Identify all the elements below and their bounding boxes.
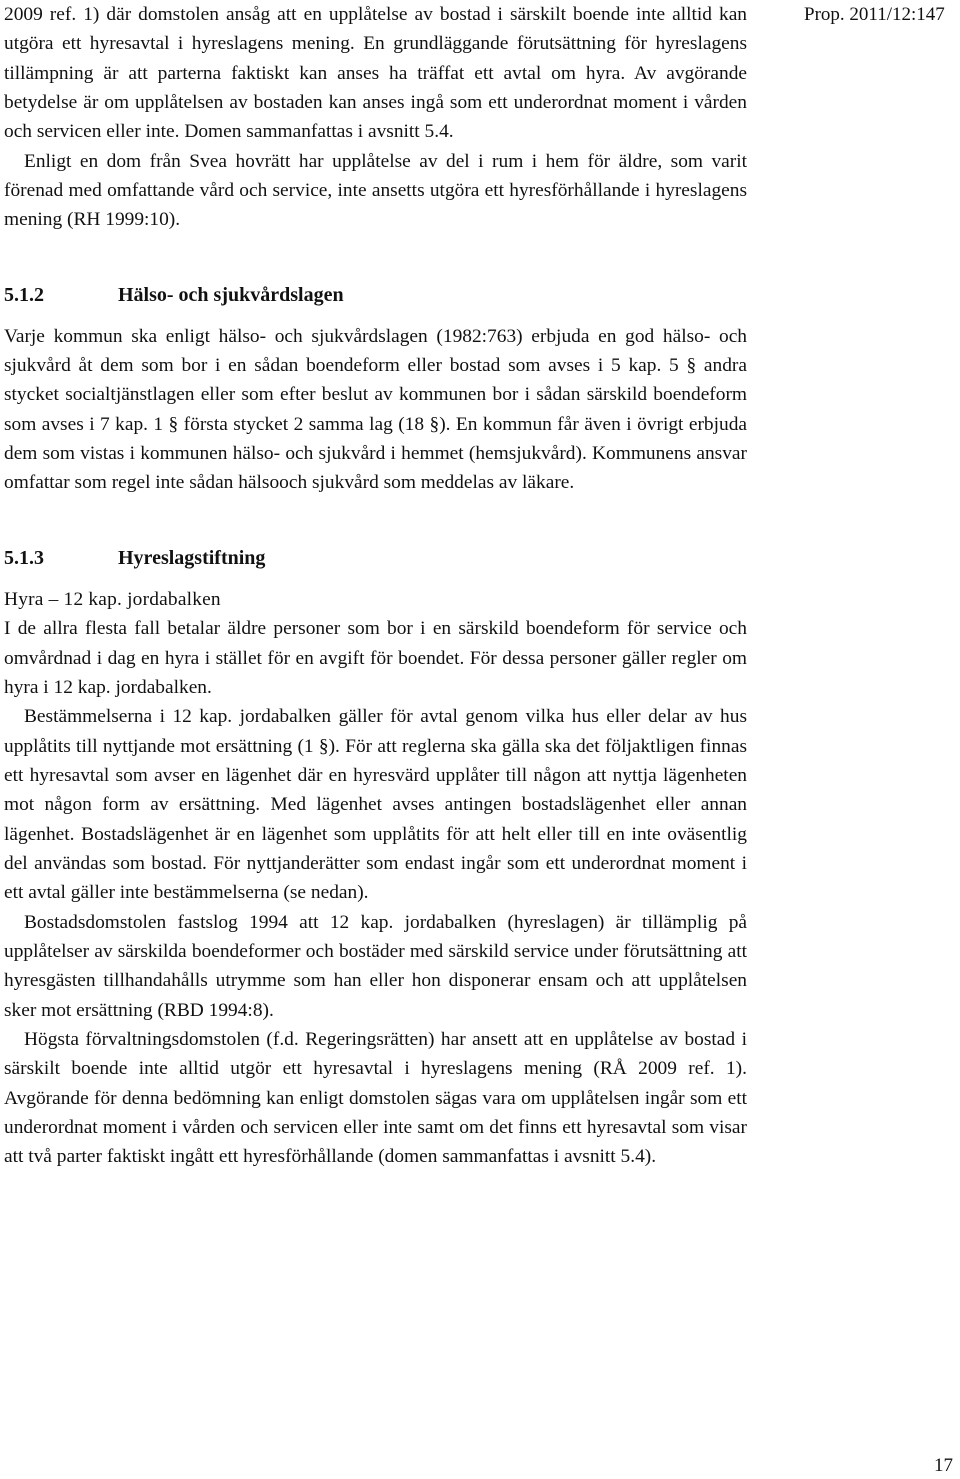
section-5-1-3-paragraph-3: Bostadsdomstolen fastslog 1994 att 12 kap. jordabalken (hyreslagen) är tillämplig på upplåtelser av särskilda boendeformer och bostäder med särskild service under förutsättning att hyresgästen tillhandahålls utrymme som han eller hon disponerar ensam och att upplåtelsen sker mot ersättning (RBD 1994:8). (4, 911, 747, 1021)
section-heading-5-1-3 (4, 544, 747, 573)
intro-paragraph-2: Enligt en dom från Svea hovrätt har upplåtelse av del i rum i hem för äldre, som varit förenad med omfattande vård och service, inte ansetts utgöra ett hyresförhållande i hyreslagens mening (RH 1999:10). (4, 150, 747, 231)
section-title: Hyreslagstiftning (118, 546, 266, 569)
section-5-1-3-paragraph-1: I de allra flesta fall betalar äldre personer som bor i en särskild boendeform för service och omvårdnad i dag en hyra i stället för en avgift för boendet. För dessa personer gäller regler om hyra i 12 kap. jordabalken. (4, 618, 747, 698)
section-5-1-2-paragraph-1: Varje kommun ska enligt hälso- och sjukvårdslagen (1982:763) erbjuda en god hälso- och sjukvård åt dem som bor i en sådan boendeform eller bostad som avses i 5 kap. 5 § andra stycket socialtjänstlagen eller som efter beslut av kommunen bor i sådan särskild boendeform som avses i 7 kap. 1 § första stycket 2 samma lag (18 §). En kommun får även i övrigt erbjuda dem som vistas i kommunen hälso- och sjukvård i hemmet (hemsjukvård). Kommunens ansvar omfattar som regel inte sådan hälsooch sjukvård som meddelas av läkare. (4, 325, 747, 494)
spacer (4, 235, 747, 281)
section-heading-5-1-2 (4, 281, 747, 310)
section-title: Hälso- och sjukvårdslagen (118, 283, 344, 306)
page-number: 17 (934, 1455, 953, 1476)
section-5-1-3-paragraph-4: Högsta förvaltningsdomstolen (f.d. Regeringsrätten) har ansett att en upplåtelse av bostad i särskilt boende inte alltid utgör ett hyresavtal i hyreslagens mening (RÅ 2009 ref. 1). Avgörande för denna bedömning kan enligt domstolen sägas vara om upplåtelsen ingår som ett underordnat moment i vården och servicen eller inte samt om det finns ett hyresavtal som visar att två parter faktiskt ingått ett hyresförhållande (domen sammanfattas i avsnitt 5.4). (4, 1028, 747, 1168)
section-subtitle: Hyra – 12 kap. jordabalken (4, 588, 221, 610)
page-body (4, 0, 747, 1172)
section-number: 5.1.2 (4, 283, 44, 306)
document-reference: Prop. 2011/12:147 (804, 4, 945, 25)
intro-paragraph-1: 2009 ref. 1) där domstolen ansåg att en upplåtelse av bostad i särskilt boende inte alltid kan utgöra ett hyresavtal i hyreslagens mening. En grundläggande förutsättning för hyreslagens tillämpning är att parterna faktiskt kan anses ha träffat ett avtal om hyra. Av avgörande betydelse är om upplåtelsen av bostaden kan anses ingå som ett underordnat moment i vården och servicen eller inte. Domen sammanfattas i avsnitt 5.4. (4, 4, 747, 143)
section-5-1-3-paragraph-2: Bestämmelserna i 12 kap. jordabalken gäller för avtal genom vilka hus eller delar av hus upplåtits till nyttjande mot ersättning (1 §). För att reglerna ska gälla ska det följaktligen finnas ett hyresavtal som avser en lägenhet där en hyresvärd upplåter till någon att nyttja lägenheten mot någon form av ersättning. Med lägenhet avses antingen bostadslägenhet eller annan lägenhet. Bostadslägenhet är en lägenhet som upplåtits för att helt eller till en inte oväsentlig del användas som bostad. För nyttjanderätter som endast ingår som ett underordnat moment i ett avtal gäller inte bestämmelserna (se nedan). (4, 706, 747, 904)
section-number: 5.1.3 (4, 546, 44, 569)
spacer (4, 498, 747, 544)
